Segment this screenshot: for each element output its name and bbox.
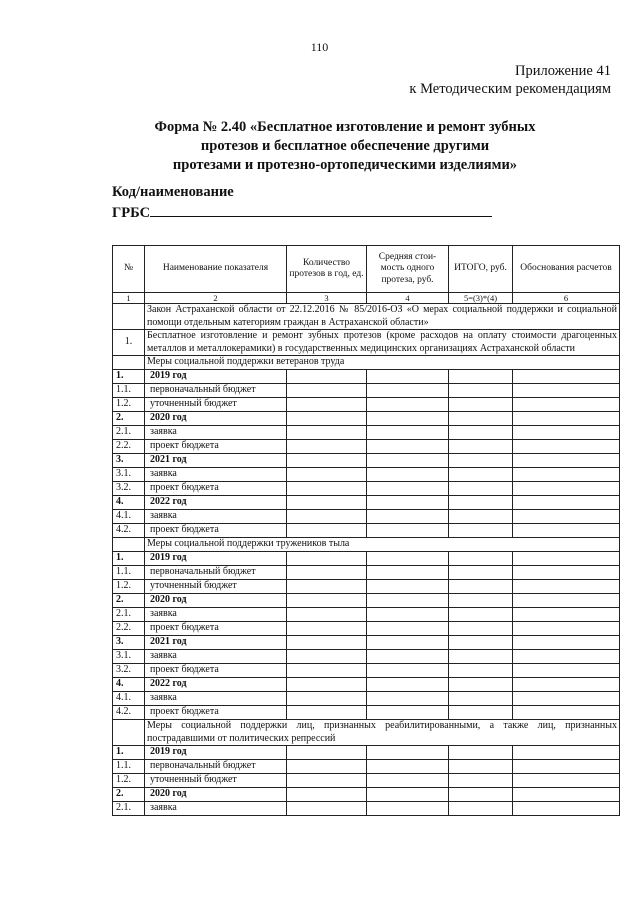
row-label: проект бюджета xyxy=(145,524,287,538)
row-number: 4. xyxy=(113,496,145,510)
avg-cost-cell[interactable] xyxy=(367,706,449,720)
row-label: первоначальный бюджет xyxy=(145,566,287,580)
quantity-cell[interactable] xyxy=(287,594,367,608)
justification-cell[interactable] xyxy=(513,802,620,816)
quantity-cell[interactable] xyxy=(287,440,367,454)
justification-cell[interactable] xyxy=(513,580,620,594)
row-label: проект бюджета xyxy=(145,664,287,678)
total-cell[interactable] xyxy=(449,636,513,650)
justification-cell[interactable] xyxy=(513,622,620,636)
row-number: 3.2. xyxy=(113,482,145,496)
row-label: 2019 год xyxy=(145,552,287,566)
row-number: 2.1. xyxy=(113,426,145,440)
justification-cell[interactable] xyxy=(513,524,620,538)
row-label: 2021 год xyxy=(145,636,287,650)
quantity-cell[interactable] xyxy=(287,760,367,774)
table-header-row xyxy=(113,246,620,293)
total-cell[interactable] xyxy=(449,524,513,538)
justification-cell[interactable] xyxy=(513,398,620,412)
row-label: заявка xyxy=(145,608,287,622)
col-number: 4 xyxy=(367,293,449,304)
appendix-line-1: Приложение 41 xyxy=(515,63,611,79)
col-header-total: ИТОГО, руб. xyxy=(449,246,513,293)
total-cell[interactable] xyxy=(449,594,513,608)
row-number: 2.2. xyxy=(113,622,145,636)
justification-cell[interactable] xyxy=(513,746,620,760)
avg-cost-cell[interactable] xyxy=(367,440,449,454)
quantity-cell[interactable] xyxy=(287,746,367,760)
quantity-cell[interactable] xyxy=(287,510,367,524)
total-cell[interactable] xyxy=(449,622,513,636)
total-cell[interactable] xyxy=(449,650,513,664)
row-label: проект бюджета xyxy=(145,706,287,720)
law-text: Закон Астраханской области от 22.12.2016 № 85/2016-ОЗ «О мерах социальной поддержки и социальной помощи отдельным категориям граждан в Астраханской области» xyxy=(145,304,620,330)
quantity-cell[interactable] xyxy=(287,552,367,566)
justification-cell[interactable] xyxy=(513,482,620,496)
row-number: 1.2. xyxy=(113,398,145,412)
row-label: заявка xyxy=(145,426,287,440)
col-number: 1 xyxy=(113,293,145,304)
row-number: 3. xyxy=(113,636,145,650)
row-label: заявка xyxy=(145,802,287,816)
avg-cost-cell[interactable] xyxy=(367,802,449,816)
justification-cell[interactable] xyxy=(513,384,620,398)
row-label: 2021 год xyxy=(145,454,287,468)
total-cell[interactable] xyxy=(449,440,513,454)
row-label: 2020 год xyxy=(145,412,287,426)
grbs-label-line-1: Код/наименование xyxy=(112,184,234,200)
avg-cost-cell[interactable] xyxy=(367,746,449,760)
total-cell[interactable] xyxy=(449,370,513,384)
quantity-cell[interactable] xyxy=(287,454,367,468)
total-cell[interactable] xyxy=(449,608,513,622)
justification-cell[interactable] xyxy=(513,664,620,678)
row-number: 4. xyxy=(113,678,145,692)
total-cell[interactable] xyxy=(449,510,513,524)
avg-cost-cell[interactable] xyxy=(367,566,449,580)
table-row xyxy=(113,454,620,468)
col-header-name: Наименование показателя xyxy=(145,246,287,293)
quantity-cell[interactable] xyxy=(287,636,367,650)
page-number: 110 xyxy=(310,40,329,54)
row-number: 1.1. xyxy=(113,384,145,398)
quantity-cell[interactable] xyxy=(287,788,367,802)
total-cell[interactable] xyxy=(449,760,513,774)
avg-cost-cell[interactable] xyxy=(367,650,449,664)
avg-cost-cell[interactable] xyxy=(367,496,449,510)
table-row xyxy=(113,802,620,816)
total-cell[interactable] xyxy=(449,706,513,720)
total-cell[interactable] xyxy=(449,496,513,510)
table-row xyxy=(113,384,620,398)
total-cell[interactable] xyxy=(449,746,513,760)
justification-cell[interactable] xyxy=(513,412,620,426)
row-number: 3.1. xyxy=(113,650,145,664)
table-row xyxy=(113,496,620,510)
avg-cost-cell[interactable] xyxy=(367,636,449,650)
row-number: 4.2. xyxy=(113,524,145,538)
avg-cost-cell[interactable] xyxy=(367,370,449,384)
row-number: 3.2. xyxy=(113,664,145,678)
justification-cell[interactable] xyxy=(513,468,620,482)
row-label: уточненный бюджет xyxy=(145,774,287,788)
avg-cost-cell[interactable] xyxy=(367,398,449,412)
row-label: уточненный бюджет xyxy=(145,398,287,412)
quantity-cell[interactable] xyxy=(287,622,367,636)
row-number: 2.1. xyxy=(113,608,145,622)
avg-cost-cell[interactable] xyxy=(367,678,449,692)
justification-cell[interactable] xyxy=(513,552,620,566)
row-label: 2019 год xyxy=(145,370,287,384)
col-number: 3 xyxy=(287,293,367,304)
justification-cell[interactable] xyxy=(513,760,620,774)
table-row xyxy=(113,636,620,650)
table-row xyxy=(113,580,620,594)
quantity-cell[interactable] xyxy=(287,580,367,594)
row-label: 2020 год xyxy=(145,788,287,802)
table-row xyxy=(113,510,620,524)
col-number: 5=(3)*(4) xyxy=(449,293,513,304)
table-row xyxy=(113,566,620,580)
justification-cell[interactable] xyxy=(513,566,620,580)
grbs-fill-line[interactable] xyxy=(150,202,492,217)
row-number: 1. xyxy=(113,746,145,760)
table-row xyxy=(113,468,620,482)
avg-cost-cell[interactable] xyxy=(367,692,449,706)
row-number: 2.2. xyxy=(113,440,145,454)
row-label: заявка xyxy=(145,510,287,524)
table-row xyxy=(113,398,620,412)
table-row xyxy=(113,664,620,678)
row-label: заявка xyxy=(145,650,287,664)
justification-cell[interactable] xyxy=(513,440,620,454)
quantity-cell[interactable] xyxy=(287,692,367,706)
table-row xyxy=(113,650,620,664)
table-row xyxy=(113,552,620,566)
justification-cell[interactable] xyxy=(513,692,620,706)
row-label: заявка xyxy=(145,692,287,706)
column-number-row xyxy=(113,293,620,304)
avg-cost-cell[interactable] xyxy=(367,622,449,636)
total-cell[interactable] xyxy=(449,774,513,788)
quantity-cell[interactable] xyxy=(287,802,367,816)
item-row xyxy=(113,330,620,356)
row-number: 1.1. xyxy=(113,566,145,580)
quantity-cell[interactable] xyxy=(287,426,367,440)
avg-cost-cell[interactable] xyxy=(367,412,449,426)
section-title: Меры социальной поддержки лиц, признанных реабилитированными, а также лиц, признанных пострадавшими от политических репрессий xyxy=(145,720,620,746)
total-cell[interactable] xyxy=(449,468,513,482)
row-label: проект бюджета xyxy=(145,482,287,496)
justification-cell[interactable] xyxy=(513,788,620,802)
quantity-cell[interactable] xyxy=(287,650,367,664)
table-row xyxy=(113,706,620,720)
row-number: 1.2. xyxy=(113,580,145,594)
avg-cost-cell[interactable] xyxy=(367,664,449,678)
quantity-cell[interactable] xyxy=(287,384,367,398)
row-label: проект бюджета xyxy=(145,440,287,454)
total-cell[interactable] xyxy=(449,788,513,802)
justification-cell[interactable] xyxy=(513,370,620,384)
table-row xyxy=(113,440,620,454)
avg-cost-cell[interactable] xyxy=(367,482,449,496)
form-title-line-3: протезами и протезно-ортопедическими изделиями» xyxy=(172,157,518,173)
quantity-cell[interactable] xyxy=(287,678,367,692)
total-cell[interactable] xyxy=(449,566,513,580)
row-number: 3.1. xyxy=(113,468,145,482)
justification-cell[interactable] xyxy=(513,594,620,608)
row-label: проект бюджета xyxy=(145,622,287,636)
total-cell[interactable] xyxy=(449,692,513,706)
total-cell[interactable] xyxy=(449,384,513,398)
law-row xyxy=(113,304,620,330)
justification-cell[interactable] xyxy=(513,510,620,524)
row-label: уточненный бюджет xyxy=(145,580,287,594)
item-text: Бесплатное изготовление и ремонт зубных протезов (кроме расходов на оплату стоимости драгоценных металлов и металлокерамики) в государственных медицинских организациях Астраханской области xyxy=(145,330,620,356)
quantity-cell[interactable] xyxy=(287,608,367,622)
avg-cost-cell[interactable] xyxy=(367,384,449,398)
quantity-cell[interactable] xyxy=(287,370,367,384)
justification-cell[interactable] xyxy=(513,650,620,664)
total-cell[interactable] xyxy=(449,426,513,440)
justification-cell[interactable] xyxy=(513,608,620,622)
row-number: 1.2. xyxy=(113,774,145,788)
justification-cell[interactable] xyxy=(513,454,620,468)
justification-cell[interactable] xyxy=(513,426,620,440)
quantity-cell[interactable] xyxy=(287,706,367,720)
justification-cell[interactable] xyxy=(513,774,620,788)
form-table xyxy=(112,245,620,816)
item-number: 1. xyxy=(113,330,145,356)
avg-cost-cell[interactable] xyxy=(367,552,449,566)
section-title: Меры социальной поддержки ветеранов труда xyxy=(145,356,620,370)
avg-cost-cell[interactable] xyxy=(367,788,449,802)
form-title-line-1: Форма № 2.40 «Бесплатное изготовление и ремонт зубных xyxy=(154,119,536,135)
justification-cell[interactable] xyxy=(513,678,620,692)
total-cell[interactable] xyxy=(449,398,513,412)
avg-cost-cell[interactable] xyxy=(367,454,449,468)
table-row xyxy=(113,692,620,706)
table-row xyxy=(113,482,620,496)
avg-cost-cell[interactable] xyxy=(367,468,449,482)
row-number: 2. xyxy=(113,594,145,608)
form-title xyxy=(110,118,580,175)
row-number: 1. xyxy=(113,370,145,384)
quantity-cell[interactable] xyxy=(287,664,367,678)
avg-cost-cell[interactable] xyxy=(367,580,449,594)
row-number: 4.1. xyxy=(113,692,145,706)
col-number: 2 xyxy=(145,293,287,304)
table-row xyxy=(113,608,620,622)
row-number: 4.1. xyxy=(113,510,145,524)
avg-cost-cell[interactable] xyxy=(367,524,449,538)
quantity-cell[interactable] xyxy=(287,774,367,788)
table-row xyxy=(113,426,620,440)
table-row xyxy=(113,594,620,608)
appendix-line-2: к Методическим рекомендациям xyxy=(409,81,611,97)
justification-cell[interactable] xyxy=(513,636,620,650)
section-header-row xyxy=(113,356,620,370)
row-number: 1. xyxy=(113,552,145,566)
total-cell[interactable] xyxy=(449,580,513,594)
avg-cost-cell[interactable] xyxy=(367,774,449,788)
total-cell[interactable] xyxy=(449,552,513,566)
grbs-code-label xyxy=(112,183,492,223)
table-row xyxy=(113,622,620,636)
row-label: заявка xyxy=(145,468,287,482)
total-cell[interactable] xyxy=(449,802,513,816)
total-cell[interactable] xyxy=(449,482,513,496)
total-cell[interactable] xyxy=(449,678,513,692)
row-label: первоначальный бюджет xyxy=(145,760,287,774)
avg-cost-cell[interactable] xyxy=(367,426,449,440)
appendix-note xyxy=(409,62,611,98)
table-row xyxy=(113,774,620,788)
table-row xyxy=(113,524,620,538)
row-number: 2. xyxy=(113,788,145,802)
table-row xyxy=(113,788,620,802)
quantity-cell[interactable] xyxy=(287,468,367,482)
row-number: 2. xyxy=(113,412,145,426)
total-cell[interactable] xyxy=(449,664,513,678)
avg-cost-cell[interactable] xyxy=(367,760,449,774)
section-header-row xyxy=(113,720,620,746)
quantity-cell[interactable] xyxy=(287,412,367,426)
table-row xyxy=(113,678,620,692)
total-cell[interactable] xyxy=(449,454,513,468)
col-header-num: № xyxy=(113,246,145,293)
quantity-cell[interactable] xyxy=(287,566,367,580)
col-header-quantity: Количество протезов в год, ед. xyxy=(287,246,367,293)
section-title: Меры социальной поддержки тружеников тыла xyxy=(145,538,620,552)
row-number: 3. xyxy=(113,454,145,468)
avg-cost-cell[interactable] xyxy=(367,608,449,622)
justification-cell[interactable] xyxy=(513,496,620,510)
justification-cell[interactable] xyxy=(513,706,620,720)
table-row xyxy=(113,370,620,384)
col-header-justification: Обоснования расчетов xyxy=(513,246,620,293)
table-row xyxy=(113,760,620,774)
avg-cost-cell[interactable] xyxy=(367,594,449,608)
col-number: 6 xyxy=(513,293,620,304)
quantity-cell[interactable] xyxy=(287,496,367,510)
section-header-row xyxy=(113,538,620,552)
col-header-avg-cost: Средняя стои-мость одного протеза, руб. xyxy=(367,246,449,293)
table-row xyxy=(113,746,620,760)
total-cell[interactable] xyxy=(449,412,513,426)
row-number: 1.1. xyxy=(113,760,145,774)
row-label: первоначальный бюджет xyxy=(145,384,287,398)
table-row xyxy=(113,412,620,426)
row-label: 2022 год xyxy=(145,678,287,692)
row-number: 4.2. xyxy=(113,706,145,720)
grbs-label-line-2: ГРБС xyxy=(112,205,151,221)
row-label: 2019 год xyxy=(145,746,287,760)
avg-cost-cell[interactable] xyxy=(367,510,449,524)
row-label: 2020 год xyxy=(145,594,287,608)
quantity-cell[interactable] xyxy=(287,482,367,496)
quantity-cell[interactable] xyxy=(287,524,367,538)
row-number: 2.1. xyxy=(113,802,145,816)
row-label: 2022 год xyxy=(145,496,287,510)
form-title-line-2: протезов и бесплатное обеспечение другими xyxy=(200,138,490,154)
quantity-cell[interactable] xyxy=(287,398,367,412)
